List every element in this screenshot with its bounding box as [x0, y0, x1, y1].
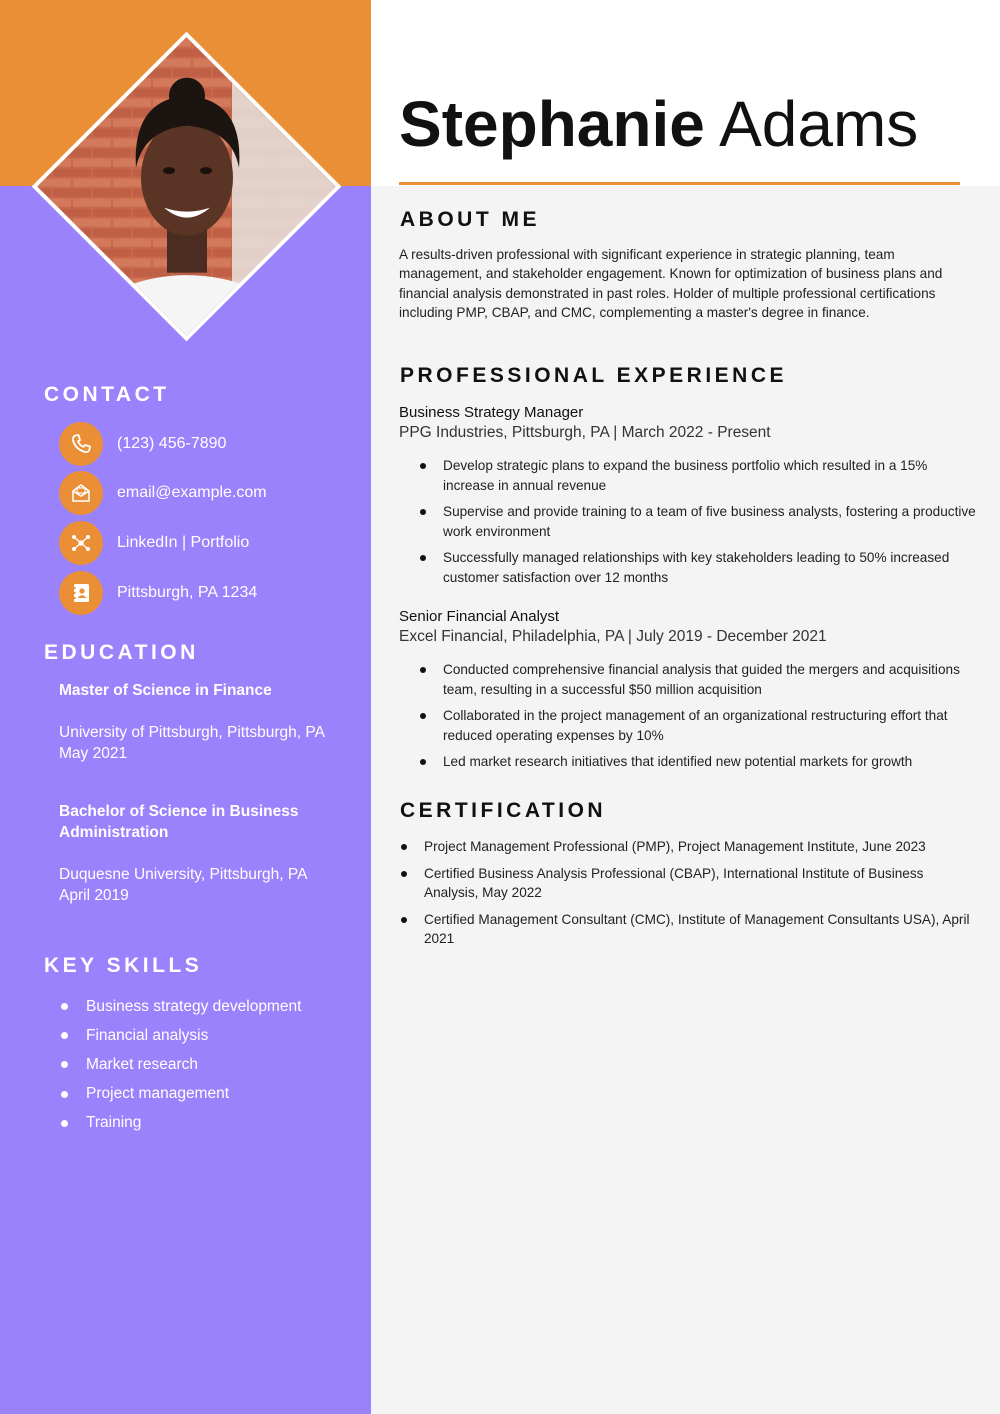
contact-heading: CONTACT [44, 383, 170, 406]
phone-icon [59, 422, 103, 466]
certification-heading: CERTIFICATION [400, 799, 607, 822]
job-bullets [420, 456, 980, 594]
about-text: A results-driven professional with significant experience in strategic planning, team management, and stakeholder engagement. Known for optimization of business plans and financial analysis demonstrated in past roles. Holder of multiple professional certifications including PMP, CBAP, and CMC, complementing a master's degree in finance. [399, 247, 943, 320]
portrait-illustration [32, 38, 341, 342]
education-school: Duquesne University, Pittsburgh, PA [59, 866, 308, 883]
education-entry-1 [59, 722, 329, 764]
job-meta: PPG Industries, Pittsburgh, PA | March 2022 - Present [399, 424, 771, 441]
contact-links[interactable] [59, 521, 249, 565]
certification-item: Project Management Professional (PMP), Project Management Institute, June 2023 [400, 837, 980, 857]
job-title: Senior Financial Analyst [399, 608, 560, 625]
header-divider [399, 182, 960, 185]
skill-item: Business strategy development [59, 992, 301, 1021]
first-name: Stephanie [399, 88, 705, 160]
contact-card-icon [59, 571, 103, 615]
certification-list [400, 837, 980, 956]
certification-item: Certified Management Consultant (CMC), Institute of Management Consultants USA), April 2021 [400, 910, 980, 949]
profile-photo [32, 32, 341, 341]
candidate-name [399, 84, 918, 164]
last-name: Adams [719, 88, 919, 160]
contact-phone-text: (123) 456-7890 [117, 435, 227, 452]
job-bullet: Led market research initiatives that identified new potential markets for growth [420, 752, 980, 772]
skill-item: Financial analysis [59, 1021, 301, 1050]
skills-heading: KEY SKILLS [44, 954, 203, 977]
contact-email-text[interactable]: email@example.com [117, 484, 267, 501]
experience-heading: PROFESSIONAL EXPERIENCE [400, 364, 788, 387]
certification-item: Certified Business Analysis Professional (CBAP), International Institute of Business Analysis, May 2022 [400, 864, 980, 903]
education-date: May 2021 [59, 745, 128, 762]
about-heading: ABOUT ME [400, 208, 540, 231]
education-degree: Bachelor of Science in Business Administration [59, 803, 299, 841]
job-bullets [420, 660, 980, 779]
skill-item: Project management [59, 1080, 301, 1109]
email-icon [59, 471, 103, 515]
contact-location-text: Pittsburgh, PA 1234 [117, 584, 258, 601]
contact-links-text[interactable]: LinkedIn | Portfolio [117, 534, 250, 551]
contact-email[interactable] [59, 471, 267, 515]
job-bullet: Supervise and provide training to a team of five business analysts, fostering a productive work environment [420, 502, 980, 541]
education-degree: Master of Science in Finance [59, 682, 272, 699]
job-bullet: Conducted comprehensive financial analysis that guided the mergers and acquisitions team, resulting in a successful $50 million acquisition [420, 660, 980, 699]
job-meta: Excel Financial, Philadelphia, PA | July 2019 - December 2021 [399, 628, 827, 645]
job-bullet: Develop strategic plans to expand the business portfolio which resulted in a 15% increase in annual revenue [420, 456, 980, 495]
education-entry-2 [59, 864, 329, 906]
education-heading: EDUCATION [44, 641, 199, 664]
contact-phone [59, 422, 226, 466]
education-school: University of Pittsburgh, Pittsburgh, PA [59, 724, 325, 741]
job-bullet: Collaborated in the project management of an organizational restructuring effort that reduced operating expenses by 10% [420, 706, 980, 745]
network-icon [59, 521, 103, 565]
job-title: Business Strategy Manager [399, 404, 584, 421]
skills-list [59, 992, 301, 1138]
education-date: April 2019 [59, 887, 129, 904]
job-bullet: Successfully managed relationships with key stakeholders leading to 50% increased customer satisfaction over 12 months [420, 548, 980, 587]
skill-item: Training [59, 1109, 301, 1138]
contact-location [59, 571, 257, 615]
skill-item: Market research [59, 1050, 301, 1079]
